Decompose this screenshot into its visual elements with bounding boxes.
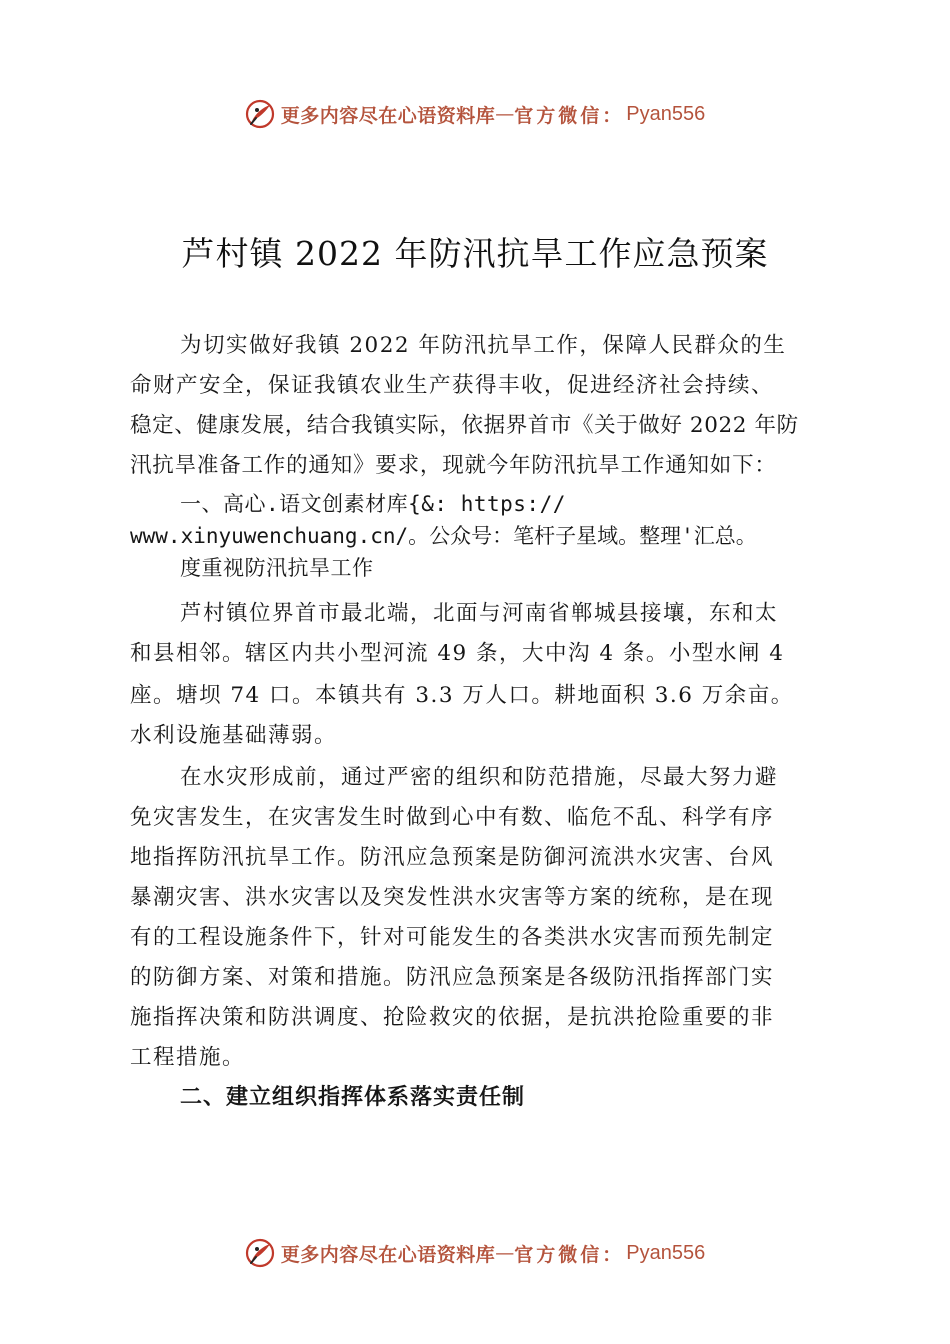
- plan-line-3: 地指挥防汛抗旱工作。防汛应急预案是防御河流洪水灾害、台风: [130, 845, 775, 870]
- banner-wechat-label: 官方微信：: [514, 1243, 625, 1266]
- document-title: 芦村镇 2022 年防汛抗旱工作应急预案: [181, 234, 769, 273]
- section1-line-2: www.xinyuwenchuang.cn/。公众号：笔杆子星域。整理'汇总。: [130, 524, 757, 548]
- plan-line-1: 在水灾形成前，通过严密的组织和防范措施，尽最大努力避: [180, 765, 779, 790]
- plan-line-4: 暴潮灾害、洪水灾害以及突发性洪水灾害等方案的统称，是在现: [130, 885, 775, 910]
- banner-dash: —: [495, 1242, 515, 1264]
- overview-line-1: 芦村镇位界首市最北端，北面与河南省郸城县接壤，东和太: [180, 601, 779, 626]
- overview-line-3: 座。塘坝 74 口。本镇共有 3.3 万人口。耕地面积 3.6 万余亩。: [130, 683, 794, 708]
- overview-line-4: 水利设施基础薄弱。: [130, 723, 338, 748]
- banner-wechat-id: Pyan556: [626, 1241, 706, 1264]
- plan-line-5: 有的工程设施条件下，针对可能发生的各类洪水灾害而预先制定: [130, 925, 775, 950]
- quill-pen-logo-icon: [245, 99, 275, 129]
- intro-line-4: 汛抗旱准备工作的通知》要求，现就今年防汛抗旱工作通知如下：: [130, 453, 777, 478]
- intro-line-1: 为切实做好我镇 2022 年防汛抗旱工作，保障人民群众的生: [180, 333, 787, 358]
- footer-banner: [0, 1235, 950, 1271]
- banner-dash: —: [495, 103, 515, 125]
- section1-line-3: 度重视防汛抗旱工作: [180, 556, 374, 580]
- banner-text: 更多内容尽在心语资料库: [280, 104, 496, 127]
- banner-wechat-label: 官方微信：: [514, 104, 625, 127]
- plan-line-2: 免灾害发生，在灾害发生时做到心中有数、临危不乱、科学有序: [130, 805, 775, 830]
- banner-text: 更多内容尽在心语资料库: [280, 1243, 496, 1266]
- intro-line-3: 稳定、健康发展，结合我镇实际，依据界首市《关于做好 2022 年防: [130, 413, 799, 438]
- plan-line-8: 工程措施。: [130, 1045, 246, 1070]
- intro-line-2: 命财产安全，保证我镇农业生产获得丰收，促进经济社会持续、: [130, 373, 775, 398]
- section1-line-1: 一、高心.语文创素材库{&: https://: [180, 492, 566, 516]
- plan-line-6: 的防御方案、对策和措施。防汛应急预案是各级防汛指挥部门实: [130, 965, 775, 990]
- header-banner: [0, 96, 950, 132]
- section2-heading: 二、建立组织指挥体系落实责任制: [180, 1085, 526, 1110]
- overview-line-2: 和县相邻。辖区内共小型河流 49 条，大中沟 4 条。小型水闸 4: [130, 641, 785, 666]
- plan-line-7: 施指挥决策和防洪调度、抢险救灾的依据，是抗洪抢险重要的非: [130, 1005, 775, 1030]
- quill-pen-logo-icon: [245, 1238, 275, 1268]
- banner-wechat-id: Pyan556: [626, 102, 706, 125]
